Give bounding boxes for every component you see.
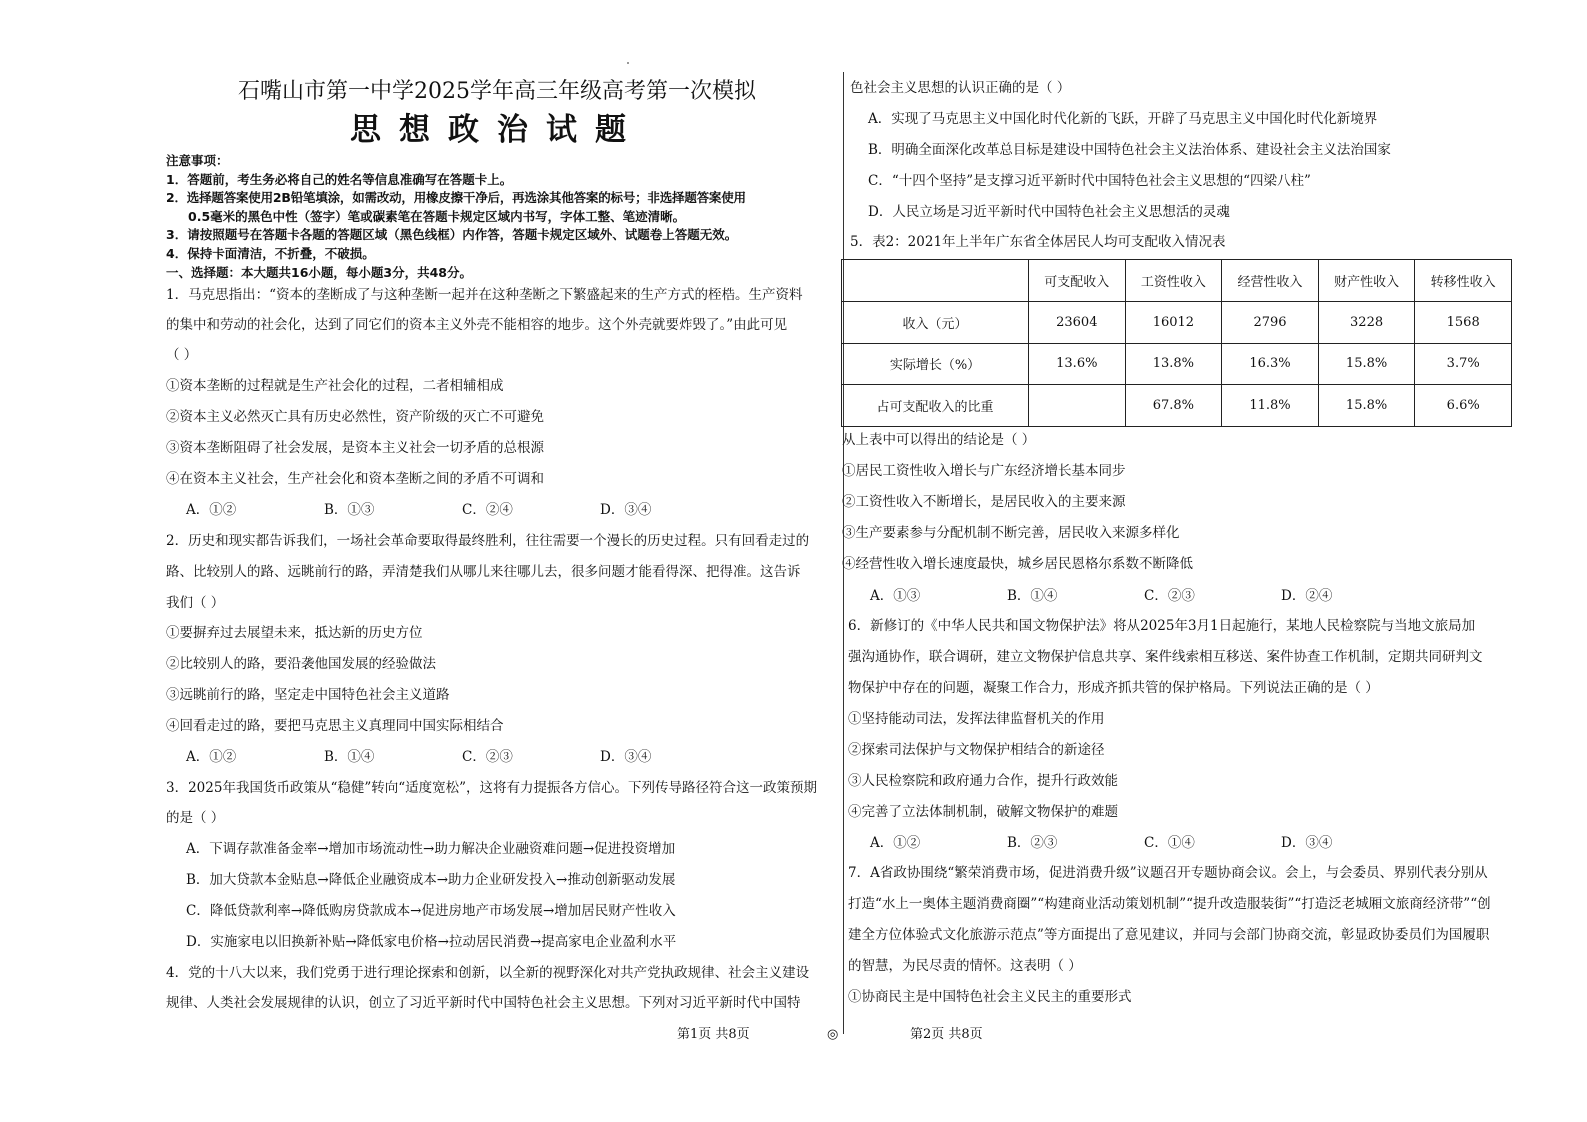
exam-title: 思想政治试题	[350, 112, 644, 148]
table-header-cell	[842, 260, 1029, 302]
table-cell: 6.6%	[1415, 385, 1512, 427]
q3-choice-a[interactable]: A．下调存款准备金率→增加市场流动性→助力解决企业融资难问题→促进投资增加	[186, 841, 676, 857]
q5-item: ②工资性收入不断增长，是居民收入的主要来源	[842, 494, 1126, 510]
q3-choice-b[interactable]: B．加大贷款本金贴息→降低企业融资成本→助力企业研发投入→推动创新驱动发展	[186, 872, 676, 888]
q5-options	[870, 586, 1418, 606]
table-cell: 2796	[1222, 301, 1319, 343]
q5-stem: 从上表中可以得出的结论是（ ）	[842, 432, 1036, 448]
instruction-line: 4．保持卡面清洁，不折叠，不破损。	[166, 245, 375, 261]
table-cell: 11.8%	[1222, 385, 1319, 427]
q2-option-a[interactable]: A．①②	[186, 749, 237, 765]
q1-option-d[interactable]: D．③④	[600, 502, 652, 518]
instruction-line: 3．请按照题号在答题卡各题的答题区域（黑色线框）内作答，答题卡规定区域外、试题卷上答题无效。	[166, 227, 738, 243]
instructions-heading: 注意事项：	[166, 153, 229, 168]
q2-stem-line: 我们（ ）	[166, 595, 225, 611]
q1-option-c[interactable]: C．②④	[462, 502, 513, 518]
q2-option-b[interactable]: B．①④	[324, 749, 375, 765]
q5-item: ③生产要素参与分配机制不断完善，居民收入来源多样化	[842, 525, 1180, 541]
scan-dot	[627, 62, 629, 64]
q7-stem-line: 建全方位体验式文化旅游示范点”等方面提出了意见建议，并同与会部门协商交流，彰显政协委员们为国履职	[848, 927, 1490, 943]
page-number-left: 第1页 共8页	[677, 1027, 750, 1042]
school-title: 石嘴山市第一中学2025学年高三年级高考第一次模拟	[238, 79, 756, 104]
q5-item: ④经营性收入增长速度最快，城乡居民恩格尔系数不断降低	[842, 556, 1193, 572]
q5-option-a[interactable]: A．①③	[870, 588, 921, 604]
q2-item: ①要摒弃过去展望未来，抵达新的历史方位	[166, 625, 423, 641]
table-row	[842, 343, 1512, 385]
q6-option-a[interactable]: A．①②	[870, 835, 921, 851]
q7-item: ①协商民主是中国特色社会主义民主的重要形式	[848, 989, 1132, 1005]
q3-choice-c[interactable]: C．降低贷款利率→降低购房贷款成本→促进房地产市场发展→增加居民财产性收入	[186, 903, 676, 919]
table-cell: 1568	[1415, 301, 1512, 343]
section-heading: 一、选择题：本大题共16小题，每小题3分，共48分。	[166, 264, 472, 280]
table-cell: 13.6%	[1029, 343, 1126, 385]
table-row-label: 收入（元）	[842, 301, 1029, 343]
q6-option-b[interactable]: B．②③	[1007, 835, 1058, 851]
table-cell: 15.8%	[1318, 385, 1415, 427]
table-cell: 3.7%	[1415, 343, 1512, 385]
q6-item: ①坚持能动司法，发挥法律监督机关的作用	[848, 711, 1105, 727]
q5-table-caption: 5．表2：2021年上半年广东省全体居民人均可支配收入情况表	[850, 234, 1226, 250]
table-cell: 3228	[1318, 301, 1415, 343]
table-cell: 23604	[1029, 301, 1126, 343]
q2-item: ④回看走过的路，要把马克思主义真理同中国实际相结合	[166, 718, 504, 734]
q7-stem-line: 打造“水上一奥体主题消费商圈”“构建商业活动策划机制”“提升改造服装街”“打造泛老城厢文旅商经济带”“创	[848, 896, 1491, 912]
q6-options	[870, 833, 1418, 853]
q5-item: ①居民工资性收入增长与广东经济增长基本同步	[842, 463, 1126, 479]
income-table	[841, 259, 1512, 427]
table-cell	[1029, 385, 1126, 427]
q7-stem-line: 的智慧，为民尽责的情怀。这表明（ ）	[848, 958, 1082, 974]
q1-options	[186, 500, 738, 520]
column-divider	[843, 72, 844, 1034]
table-header-cell: 工资性收入	[1125, 260, 1222, 302]
page-number-right: 第2页 共8页	[910, 1027, 983, 1042]
center-mark-icon: ◎	[827, 1027, 839, 1042]
table-header-row	[842, 260, 1512, 302]
q6-option-d[interactable]: D．③④	[1281, 835, 1333, 851]
q2-item: ③远眺前行的路，坚定走中国特色社会主义道路	[166, 687, 450, 703]
q1-item: ④在资本主义社会，生产社会化和资本垄断之间的矛盾不可调和	[166, 471, 544, 487]
q4-choice-a[interactable]: A．实现了马克思主义中国化时代化新的飞跃，开辟了马克思主义中国化时代化新境界	[868, 111, 1378, 127]
instruction-line: 1．答题前，考生务必将自己的姓名等信息准确写在答题卡上。	[166, 171, 513, 187]
table-cell: 13.8%	[1125, 343, 1222, 385]
q4-stem-line: 4．党的十八大以来，我们党勇于进行理论探索和创新，以全新的视野深化对共产党执政规律、社会主义建设	[166, 965, 810, 981]
q1-stem-line: （ ）	[166, 347, 198, 363]
table-cell: 16012	[1125, 301, 1222, 343]
instruction-line: 2．选择题答案使用2B铅笔填涂，如需改动，用橡皮擦干净后，再选涂其他答案的标号；非选择题答案使用	[166, 190, 746, 206]
q2-option-c[interactable]: C．②③	[462, 749, 513, 765]
q5-option-d[interactable]: D．②④	[1281, 588, 1333, 604]
table-header-cell: 转移性收入	[1415, 260, 1512, 302]
table-header-cell: 可支配收入	[1029, 260, 1126, 302]
q6-option-c[interactable]: C．①④	[1144, 835, 1195, 851]
table-row-label: 实际增长（%）	[842, 343, 1029, 385]
q6-item: ②探索司法保护与文物保护相结合的新途径	[848, 742, 1105, 758]
table-cell: 15.8%	[1318, 343, 1415, 385]
q6-item: ③人民检察院和政府通力合作，提升行政效能	[848, 773, 1118, 789]
q4-choice-d[interactable]: D．人民立场是习近平新时代中国特色社会主义思想活的灵魂	[868, 204, 1230, 220]
q3-stem-line: 的是（ ）	[166, 810, 225, 826]
q4-choice-b[interactable]: B．明确全面深化改革总目标是建设中国特色社会主义法治体系、建设社会主义法治国家	[868, 142, 1391, 158]
instructions	[166, 152, 828, 282]
q5-option-c[interactable]: C．②③	[1144, 588, 1195, 604]
q2-item: ②比较别人的路，要沿袭他国发展的经验做法	[166, 656, 436, 672]
table-cell: 16.3%	[1222, 343, 1319, 385]
q4-choice-c[interactable]: C．“十四个坚持”是支撑习近平新时代中国特色社会主义思想的“四梁八柱”	[868, 173, 1311, 189]
q6-item: ④完善了立法体制机制，破解文物保护的难题	[848, 804, 1118, 820]
q1-option-b[interactable]: B．①③	[324, 502, 375, 518]
q1-option-a[interactable]: A．①②	[186, 502, 237, 518]
q6-stem-line: 物保护中存在的问题，凝聚工作合力，形成齐抓共管的保护格局。下列说法正确的是（ ）	[848, 680, 1379, 696]
q2-options	[186, 747, 738, 767]
table-header-cell: 财产性收入	[1318, 260, 1415, 302]
q1-item: ②资本主义必然灭亡具有历史必然性，资产阶级的灭亡不可避免	[166, 409, 544, 425]
q2-stem-line: 路、比较别人的路、远眺前行的路，弄清楚我们从哪儿来往哪儿去，很多问题才能看得深、把得准。这告诉	[166, 564, 801, 580]
q1-stem-line: 1．马克思指出：“资本的垄断成了与这种垄断一起并在这种垄断之下繁盛起来的生产方式的桎梏。生产资料	[166, 287, 803, 303]
table-row	[842, 385, 1512, 427]
instruction-line: 0.5毫米的黑色中性（签字）笔或碳素笔在答题卡规定区域内书写，字体工整、笔迹清晰。	[188, 208, 686, 224]
q3-choice-d[interactable]: D．实施家电以旧换新补贴→降低家电价格→拉动居民消费→提高家电企业盈利水平	[186, 934, 677, 950]
q4-stem-continuation: 色社会主义思想的认识正确的是（ ）	[850, 80, 1071, 96]
q6-stem-line: 6．新修订的《中华人民共和国文物保护法》将从2025年3月1日起施行，某地人民检察院与当地文旅局加	[848, 618, 1476, 634]
q2-option-d[interactable]: D．③④	[600, 749, 652, 765]
q1-stem-line: 的集中和劳动的社会化，达到了同它们的资本主义外壳不能相容的地步。这个外壳就要炸毁了。”由此可见	[166, 317, 788, 333]
q4-stem-line: 规律、人类社会发展规律的认识，创立了习近平新时代中国特色社会主义思想。下列对习近平新时代中国特	[166, 995, 801, 1011]
q2-stem-line: 2．历史和现实都告诉我们，一场社会革命要取得最终胜利，往往需要一个漫长的历史过程。只有回看走过的	[166, 533, 810, 549]
q6-stem-line: 强沟通协作，联合调研，建立文物保护信息共享、案件线索相互移送、案件协查工作机制，定期共同研判文	[848, 649, 1483, 665]
table-row-label: 占可支配收入的比重	[842, 385, 1029, 427]
table-header-cell: 经营性收入	[1222, 260, 1319, 302]
q1-item: ①资本垄断的过程就是生产社会化的过程，二者相辅相成	[166, 378, 504, 394]
table-cell: 67.8%	[1125, 385, 1222, 427]
q3-stem-line: 3．2025年我国货币政策从“稳健”转向“适度宽松”，这将有力提振各方信心。下列传导路径符合这一政策预期	[166, 780, 818, 796]
table-row	[842, 301, 1512, 343]
q5-option-b[interactable]: B．①④	[1007, 588, 1058, 604]
q7-stem-line: 7．A省政协围绕“繁荣消费市场，促进消费升级”议题召开专题协商会议。会上，与会委员、界别代表分别从	[848, 865, 1488, 881]
q1-item: ③资本垄断阻碍了社会发展，是资本主义社会一切矛盾的总根源	[166, 440, 544, 456]
